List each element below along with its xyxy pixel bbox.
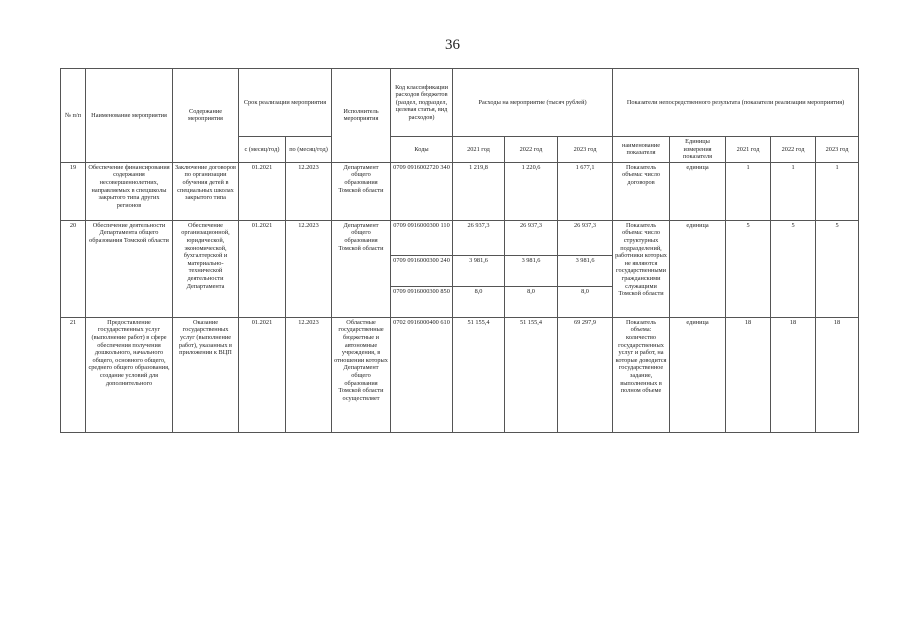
- header-expense-2023: 2023 год: [558, 137, 613, 163]
- row-indicator-2021: 5: [726, 220, 771, 317]
- row-indicator-2022: 18: [771, 317, 816, 432]
- row-period-from: 01.2021: [239, 317, 286, 432]
- table-row: [61, 162, 859, 220]
- row-indicator-2023: 18: [816, 317, 859, 432]
- row-indicator-unit: единица: [670, 162, 726, 220]
- row-expense-2021: 51 155,4: [453, 317, 505, 432]
- row-indicator-2023: 1: [816, 162, 859, 220]
- row-expense-2022: 8,0: [505, 286, 558, 317]
- header-codes: Коды: [391, 137, 453, 163]
- row-indicator-2022: 1: [771, 162, 816, 220]
- row-period-from: 01.2021: [239, 162, 286, 220]
- header-period-to: по (месяц/год): [286, 137, 332, 163]
- row-executor: Департамент общего образования Томской области: [332, 220, 391, 317]
- row-num: 19: [61, 162, 86, 220]
- row-content: Обеспечение организационной, юридической, экономической, бухгалтерской и материально-технической деятельности Департамента: [173, 220, 239, 317]
- header-expense-2021: 2021 год: [453, 137, 505, 163]
- row-period-to: 12.2023: [286, 220, 332, 317]
- header-executor: Исполнитель мероприятия: [332, 69, 391, 163]
- row-expense-2021: 26 937,3: [453, 220, 505, 255]
- row-code: 0709 0916002720 340: [391, 162, 453, 220]
- row-indicator-unit: единица: [670, 317, 726, 432]
- row-expense-2021: 1 219,8: [453, 162, 505, 220]
- header-period-from: с (месяц/год): [239, 137, 286, 163]
- row-name: Предоставление государственных услуг (выполнение работ) в сфере обеспечения получения дошкольного, начального общего, основного общего, среднего общего образования, создание условий для дополнительного: [86, 317, 173, 432]
- row-content: Оказание государственных услуг (выполнение работ), указанных в приложении к ВЦП: [173, 317, 239, 432]
- row-num: 20: [61, 220, 86, 317]
- row-expense-2023: 26 937,3: [558, 220, 613, 255]
- header-indicator-2021: 2021 год: [726, 137, 771, 163]
- header-content: Содержание мероприятия: [173, 69, 239, 163]
- row-expense-2023: 3 981,6: [558, 255, 613, 286]
- row-expense-2022: 26 937,3: [505, 220, 558, 255]
- row-expense-2021: 3 981,6: [453, 255, 505, 286]
- row-indicator-2023: 5: [816, 220, 859, 317]
- row-period-to: 12.2023: [286, 162, 332, 220]
- row-name: Обеспечение финансирования содержания несовершеннолетних, направляемых в спецшколы закрытого типа других регионов: [86, 162, 173, 220]
- row-code: 0709 0916000300 850: [391, 286, 453, 317]
- row-indicator-unit: единица: [670, 220, 726, 317]
- row-code: 0709 0916000300 110: [391, 220, 453, 255]
- row-expense-2022: 51 155,4: [505, 317, 558, 432]
- row-code: 0709 0916000300 240: [391, 255, 453, 286]
- row-indicator-name: Показатель объема: число договоров: [613, 162, 670, 220]
- header-indicators: Показатели непосредственного результата (показатели реализации мероприятия): [613, 69, 859, 137]
- page-number: 36: [445, 37, 460, 53]
- header-indicator-name: наименование показателя: [613, 137, 670, 163]
- row-executor: Областные государственные бюджетные и автономные учреждения, в отношении которых Департамент общего образования Томской области осуществляет: [332, 317, 391, 432]
- header-indicator-unit: Единицы измерения показателя: [670, 137, 726, 163]
- table-row: [61, 317, 859, 432]
- row-expense-2021: 8,0: [453, 286, 505, 317]
- row-expense-2023: 8,0: [558, 286, 613, 317]
- row-expense-2022: 1 220,6: [505, 162, 558, 220]
- header-indicator-2023: 2023 год: [816, 137, 859, 163]
- row-period-to: 12.2023: [286, 317, 332, 432]
- header-code: Код классификации расходов бюджетов (раздел, подраздел, целевая статья, вид расходов): [391, 69, 453, 137]
- measures-table: [60, 68, 859, 433]
- row-content: Заключение договоров по организации обучения детей в специальных школах закрытого типа: [173, 162, 239, 220]
- row-executor: Департамент общего образования Томской области: [332, 162, 391, 220]
- header-expenses: Расходы на мероприятие (тысяч рублей): [453, 69, 613, 137]
- row-indicator-2021: 18: [726, 317, 771, 432]
- row-name: Обеспечение деятельности Департамента общего образования Томской области: [86, 220, 173, 317]
- row-expense-2023: 69 297,9: [558, 317, 613, 432]
- table-row: [61, 220, 859, 255]
- row-expense-2023: 1 677,1: [558, 162, 613, 220]
- header-name: Наименование мероприятия: [86, 69, 173, 163]
- header-expense-2022: 2022 год: [505, 137, 558, 163]
- header-num: № п/п: [61, 69, 86, 163]
- row-code: 0702 0916000400 610: [391, 317, 453, 432]
- row-indicator-2022: 5: [771, 220, 816, 317]
- row-indicator-name: Показатель объема: количество государственных услуг и работ, на которые доводится государственное задание, выполненных в полном объеме: [613, 317, 670, 432]
- row-period-from: 01.2021: [239, 220, 286, 317]
- row-expense-2022: 3 981,6: [505, 255, 558, 286]
- header-period: Срок реализации мероприятия: [239, 69, 332, 137]
- row-indicator-name: Показатель объема: число структурных подразделений, работники которых не являются государственными гражданскими служащими Томской области: [613, 220, 670, 317]
- row-indicator-2021: 1: [726, 162, 771, 220]
- row-num: 21: [61, 317, 86, 432]
- header-indicator-2022: 2022 год: [771, 137, 816, 163]
